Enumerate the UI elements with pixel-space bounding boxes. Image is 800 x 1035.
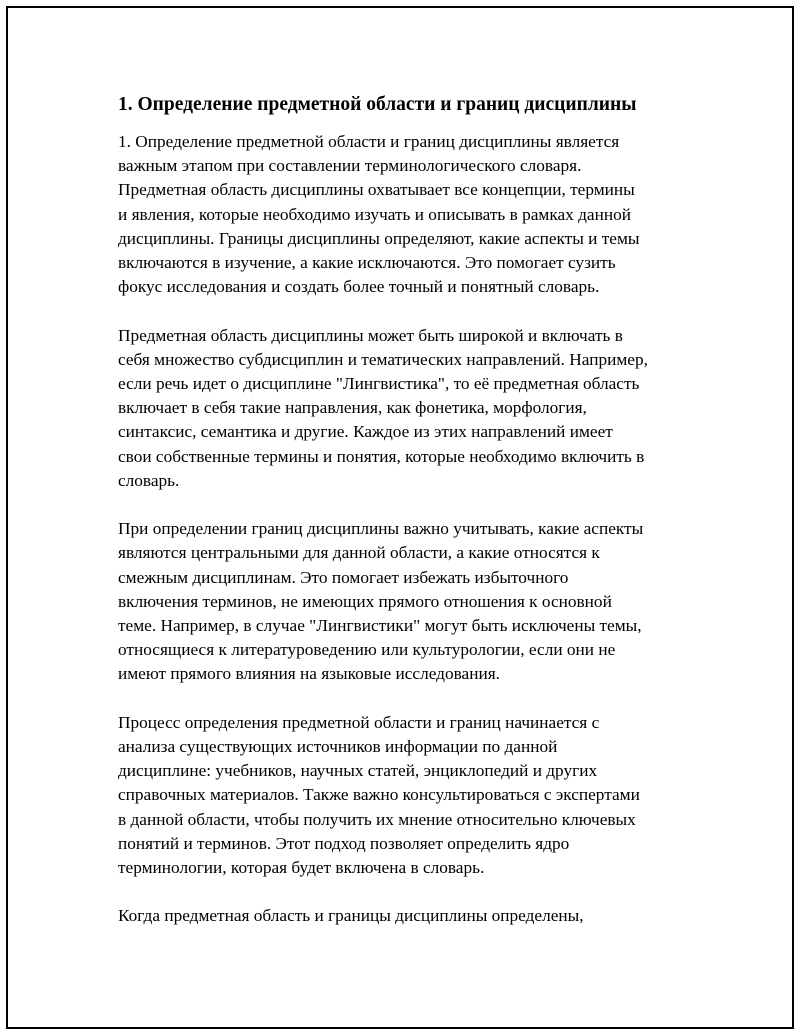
text-line: дисциплине: учебников, научных статей, энциклопедий и других bbox=[118, 761, 598, 781]
text-line: понятий и терминов. Этот подход позволяет определить ядро bbox=[118, 833, 570, 853]
section-heading: 1. Определение предметной области и границ дисциплины bbox=[118, 94, 637, 115]
text-line: себя множество субдисциплин и тематических направлений. Например, bbox=[118, 349, 648, 369]
text-line: теме. Например, в случае "Лингвистики" могут быть исключены темы, bbox=[118, 616, 642, 636]
text-line: анализа существующих источников информации по данной bbox=[118, 737, 558, 757]
text-line: включает в себя такие направления, как фонетика, морфология, bbox=[118, 398, 587, 418]
text-line: справочных материалов. Также важно консультироваться с экспертами bbox=[118, 785, 640, 805]
text-line: если речь идет о дисциплине "Лингвистика", то её предметная область bbox=[118, 374, 640, 394]
text-line: являются центральными для данной области, а какие относятся к bbox=[118, 543, 600, 563]
paragraph-container bbox=[118, 130, 698, 929]
text-line: 1. Определение предметной области и границ дисциплины является bbox=[118, 132, 620, 151]
text-line: смежным дисциплинам. Это помогает избежать избыточного bbox=[118, 567, 569, 587]
text-line: относящиеся к литературоведению или культурологии, если они не bbox=[118, 640, 616, 660]
text-line: Когда предметная область и границы дисциплины определены, bbox=[118, 906, 584, 926]
document-body bbox=[118, 92, 698, 953]
text-line: важным этапом при составлении терминологического словаря. bbox=[118, 156, 582, 176]
paragraph bbox=[118, 711, 698, 880]
text-line: и явления, которые необходимо изучать и описывать в рамках данной bbox=[118, 204, 631, 224]
paragraph bbox=[118, 517, 698, 686]
text-line: включаются в изучение, а какие исключаются. Это помогает сузить bbox=[118, 253, 616, 273]
text-line: фокус исследования и создать более точный и понятный словарь. bbox=[118, 277, 600, 297]
paragraph bbox=[118, 904, 698, 928]
text-line: имеют прямого влияния на языковые исследования. bbox=[118, 664, 500, 684]
text-line: свои собственные термины и понятия, которые необходимо включить в bbox=[118, 446, 645, 466]
text-line: Предметная область дисциплины охватывает все концепции, термины bbox=[118, 180, 635, 200]
text-line: Процесс определения предметной области и границ начинается с bbox=[118, 712, 600, 732]
paragraph bbox=[118, 130, 698, 299]
text-line: терминологии, которая будет включена в словарь. bbox=[118, 858, 485, 878]
text-line: При определении границ дисциплины важно учитывать, какие аспекты bbox=[118, 519, 644, 539]
text-line: в данной области, чтобы получить их мнение относительно ключевых bbox=[118, 809, 636, 829]
text-line: дисциплины. Границы дисциплины определяют, какие аспекты и темы bbox=[118, 228, 640, 248]
text-line: словарь. bbox=[118, 470, 180, 490]
text-line: включения терминов, не имеющих прямого отношения к основной bbox=[118, 591, 612, 611]
text-line: Предметная область дисциплины может быть широкой и включать в bbox=[118, 325, 623, 345]
paragraph bbox=[118, 324, 698, 493]
text-line: синтаксис, семантика и другие. Каждое из этих направлений имеет bbox=[118, 422, 613, 442]
